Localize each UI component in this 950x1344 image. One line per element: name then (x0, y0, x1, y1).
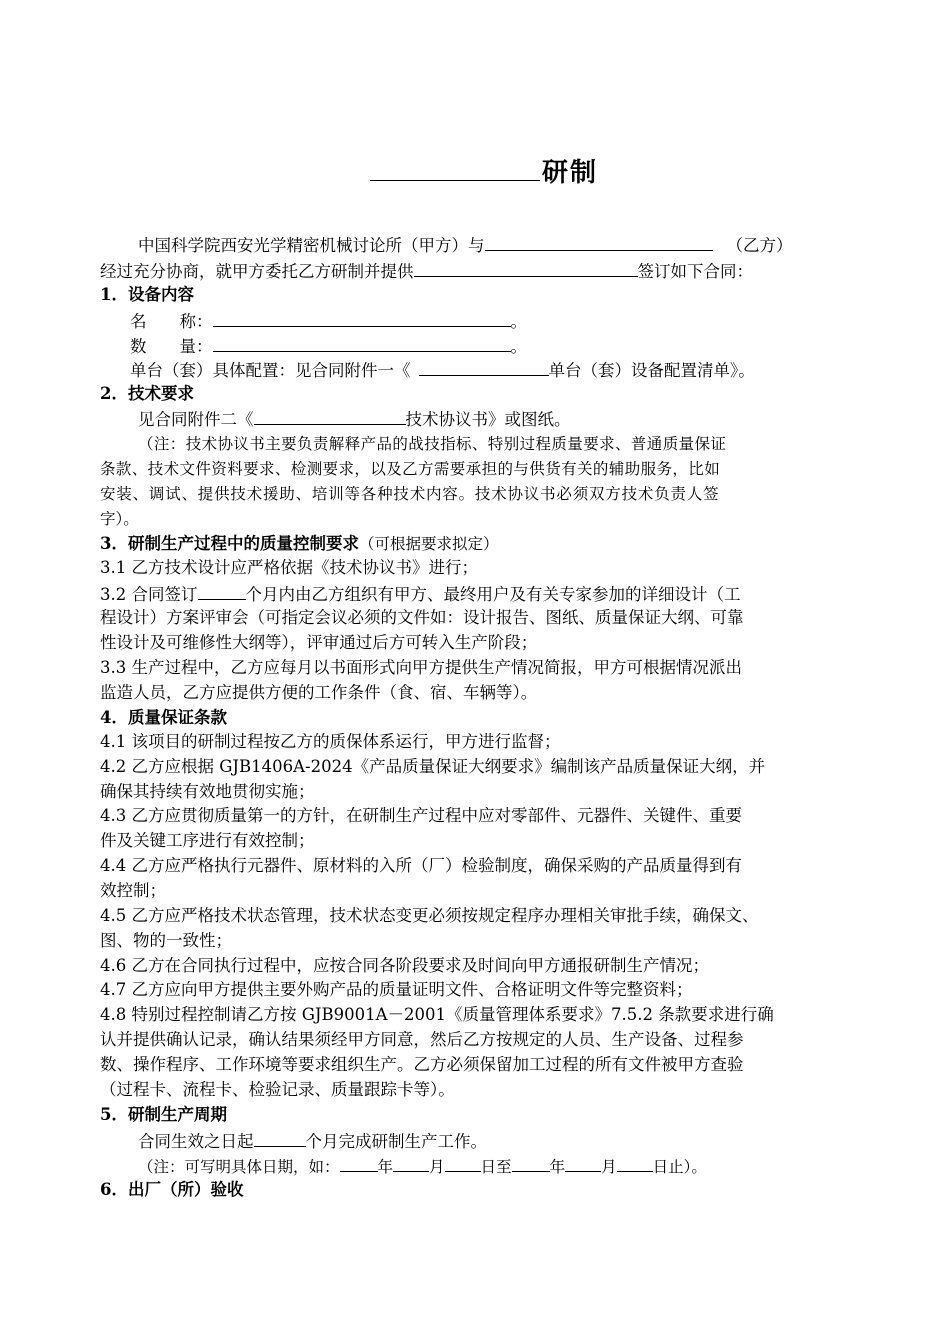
clause-4-3-line-1: 4.3 乙方应贯彻质量第一的方针，在研制生产过程中应对零部件、元器件、关键件、重要 (100, 806, 742, 825)
period-text-a: 合同生效之日起 (138, 1132, 254, 1151)
tech-note-4: 字）。 (100, 510, 139, 528)
months-blank (198, 581, 246, 600)
section-3-heading: 3．研制生产过程中的质量控制要求 (100, 534, 359, 553)
start-day-blank (445, 1153, 481, 1172)
end-day-blank (617, 1153, 653, 1172)
clause-4-8-line-2: 认并提供确认记录，确认结果须经甲方同意，然后乙方按规定的人员、生产设备、过程参 (100, 1030, 744, 1049)
clause-4-1: 4.1 该项目的研制过程按乙方的质保体系运行，甲方进行监督； (100, 732, 561, 751)
clause-3-2-b: 个月内由乙方组织有甲方、最终用户及有关专家参加的详细设计（工 (245, 585, 741, 604)
tech-note-3: 安装、调试、提供技术援助、培训等各种技术内容。技术协议书必须双方技术负责人签 (100, 485, 720, 503)
config-blank (419, 357, 549, 376)
name-label: 名 称： (130, 312, 213, 331)
start-day-label: 日至 (480, 1158, 512, 1176)
end-month-blank (565, 1153, 601, 1172)
section-6-heading: 6．出厂（所）验收 (100, 1180, 244, 1199)
tech-text-a: 见合同附件二《 (138, 410, 254, 429)
product-blank (414, 258, 638, 277)
end-day-label: 日止）。 (652, 1158, 707, 1176)
section-3-heading-row (100, 532, 499, 556)
party-b-blank (485, 232, 713, 251)
qty-row (130, 333, 527, 359)
clause-3-1: 3.1 乙方技术设计应严格依据《技术协议书》进行； (100, 558, 478, 577)
clause-3-2-line-1 (100, 581, 741, 607)
name-blank (213, 308, 511, 327)
intro-party-a: 中国科学院西安光学精密机械讨论所（甲方）与 (138, 236, 485, 255)
period-row (138, 1128, 487, 1154)
qty-label: 数 量： (130, 337, 213, 356)
clause-4-3-line-2: 件及关键工序进行有效控制； (100, 831, 315, 850)
start-month-blank (393, 1153, 429, 1172)
section-4-heading: 4．质量保证条款 (100, 708, 227, 727)
clause-4-4-line-2: 效控制； (100, 881, 166, 900)
intro-party-b: （乙方） (726, 236, 793, 255)
config-row (130, 357, 755, 383)
section-1-heading: 1．设备内容 (100, 285, 194, 304)
tech-row (138, 406, 571, 432)
clause-4-4-line-1: 4.4 乙方应严格执行元器件、原材料的入所（厂）检验制度，确保采购的产品质量得到有 (100, 856, 742, 875)
section-2-heading: 2．技术要求 (100, 384, 194, 403)
clause-4-6: 4.6 乙方在合同执行过程中，应按合同各阶段要求及时间向甲方通报研制生产情况； (100, 956, 709, 975)
start-year-label: 年 (377, 1158, 394, 1176)
intro-sign: 签订如下合同： (637, 262, 753, 281)
name-row (130, 308, 527, 334)
intro-text: 经过充分协商，就甲方委托乙方研制并提供 (100, 262, 414, 281)
tech-blank (254, 406, 406, 425)
start-month-label: 月 (429, 1158, 445, 1176)
clause-4-2-line-2: 确保其持续有效地贯彻实施； (100, 782, 315, 801)
end-year-blank (512, 1153, 550, 1172)
clause-4-8-line-4: （过程卡、流程卡、检验记录、质量跟踪卡等）。 (100, 1080, 455, 1099)
clause-3-2-line-3: 性设计及可维修性大纲等），评审通过后方可转入生产阶段； (100, 633, 538, 652)
clause-3-2-a: 3.2 合同签订 (100, 585, 198, 604)
clause-3-2-line-2: 程设计）方案评审会（可指定会议必须的文件如：设计报告、图纸、质量保证大纲、可靠 (100, 608, 744, 627)
intro-line-2 (100, 258, 753, 284)
clause-4-5-line-1: 4.5 乙方应严格技术状态管理，技术状态变更必须按规定程序办理相关审批手续，确保文、 (100, 906, 759, 925)
clause-4-5-line-2: 图、物的一致性； (100, 931, 232, 950)
section-3-note: （可根据要求拟定） (358, 535, 499, 553)
period-text-b: 个月完成研制生产工作。 (305, 1132, 487, 1151)
clause-3-3-line-2: 监造人员，乙方应提供方便的工作条件（食、宿、车辆等）。 (100, 683, 538, 702)
tech-note-1: （注：技术协议书主要负责解释产品的战技指标、特别过程质量要求、普通质量保证 (138, 435, 727, 453)
clause-4-7: 4.7 乙方应向甲方提供主要外购产品的质量证明文件、合格证明文件等完整资料； (100, 980, 693, 999)
clause-4-8-line-3: 数、操作程序、工作环境等要求组织生产。乙方必须保留加工过程的所有文件被甲方查验 (100, 1055, 744, 1074)
end-year-label: 年 (549, 1158, 566, 1176)
tech-text-b: 技术协议书》或图纸。 (405, 410, 571, 429)
qty-period: 。 (510, 337, 527, 356)
period-note-text: （注：可写明具体日期，如： (138, 1158, 340, 1176)
config-text-a: 单台（套）具体配置：见合同附件一《 (130, 361, 411, 380)
section-5-heading: 5．研制生产周期 (100, 1105, 227, 1124)
name-period: 。 (510, 312, 527, 331)
title-text: 研制 (542, 158, 599, 188)
clause-4-8-line-1: 4.8 特别过程控制请乙方按 GJB9001A－2001《质量管理体系要求》7.5.2 条款要求进行确 (100, 1005, 774, 1024)
config-text-b: 单台（套）设备配置清单》。 (548, 361, 755, 380)
period-note-row (138, 1153, 707, 1179)
qty-blank (213, 333, 511, 352)
clause-3-3-line-1: 3.3 生产过程中，乙方应每月以书面形式向甲方提供生产情况简报，甲方可根据情况派出 (100, 658, 742, 677)
end-month-label: 月 (601, 1158, 617, 1176)
document-title (370, 152, 598, 189)
period-months-blank (254, 1128, 306, 1147)
intro-line-1 (138, 232, 793, 258)
start-year-blank (340, 1153, 378, 1172)
title-blank (370, 156, 540, 181)
tech-note-2: 条款、技术文件资料要求、检测要求，以及乙方需要承担的与供货有关的辅助服务，比如 (100, 460, 721, 478)
clause-4-2-line-1: 4.2 乙方应根据 GJB1406A-2024《产品质量保证大纲要求》编制该产品质量保证大纲，并 (100, 757, 766, 776)
